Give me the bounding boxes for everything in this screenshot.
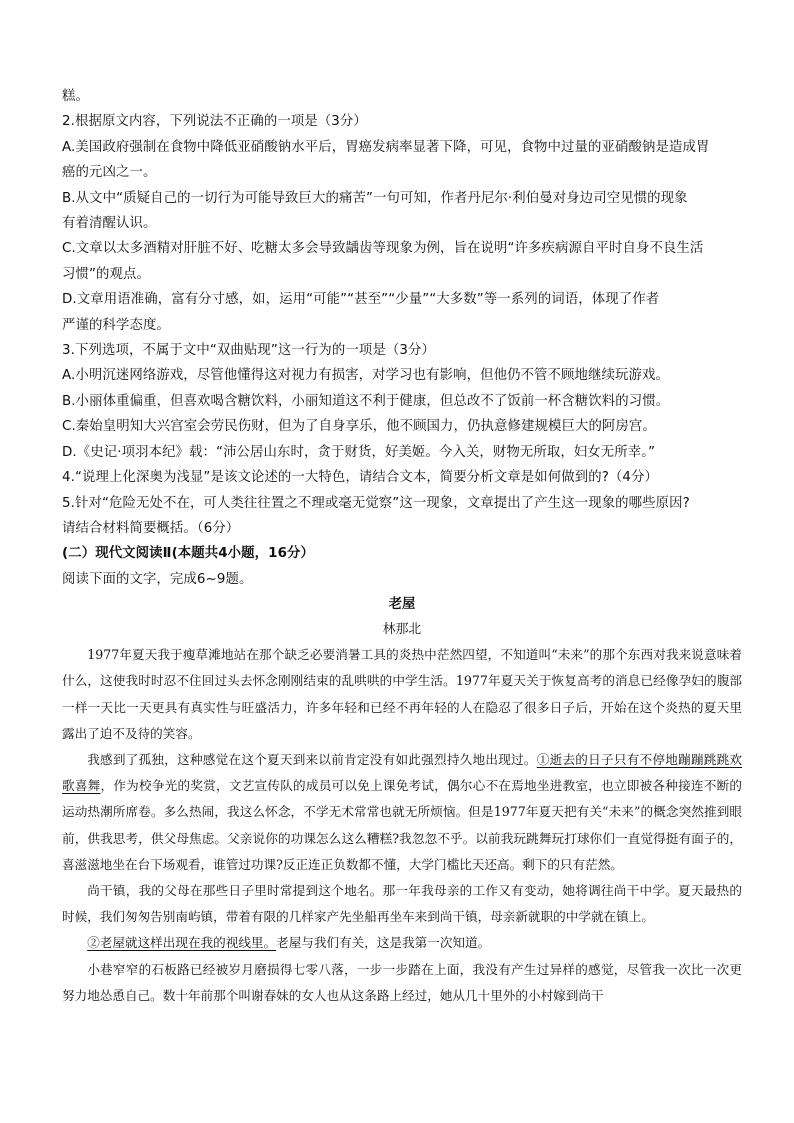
paragraph-text: 老屋与我们有关，这是我第一次知道。: [276, 935, 491, 951]
question-line: D.文章用语准确，富有分寸感，如，运用“可能”“甚至”“少量”“大多数”等一系列的词语，体现了作者: [62, 292, 660, 308]
article-paragraph: 小巷窄窄的石板路已经被岁月磨损得七零八落，一步一步踏在上面，我没有产生过异样的感觉，尽管我一次比一次更努力地怂恿自己。数十年前那个叫谢春妹的女人也从这条路上经过，她从几十里外的小村嫁到尚干: [62, 961, 742, 1003]
underlined-sentence-1: ①逝去的日子只有不停地蹦蹦跳跳欢歌喜舞: [62, 751, 743, 794]
question-line: B.小丽体重偏重，但喜欢喝含糖饮料，小丽知道这不利于健康，但总改不了饭前一杯含糖饮料的习惯。: [62, 393, 670, 409]
article-author: 林那北: [382, 622, 422, 638]
question-line: 4.“说理上化深奥为浅显”是该文论述的一大特色，请结合文本，简要分析文章是如何做到的?（4分）: [62, 470, 658, 486]
question-line: 严谨的科学态度。: [62, 317, 170, 333]
underlined-sentence-2: ②老屋就这样出现在我的视线里。: [87, 935, 277, 951]
article-paragraph: 尚干镇，我的父母在那些日子里时常提到这个地名。那一年我母亲的工作又有变动，她将调往尚干中学。夏天最热的时候，我们匆匆告别南屿镇，带着有限的几样家产先坐船再坐车来到尚干镇，母亲新就职的中学就在镇上。: [62, 882, 742, 925]
question-line: A.美国政府强制在食物中降低亚硝酸钠水平后，胃癌发病率显著下降，可见，食物中过量的亚硝酸钠是造成胃: [62, 139, 710, 155]
article-paragraph: [62, 747, 742, 878]
question-line: 习惯”的观点。: [62, 266, 150, 282]
question-line: 3.下列选项，不属于文中“双曲贴现”这一行为的一项是（3分）: [62, 343, 435, 359]
question-line: C.秦始皇明知大兴宫室会劳民伤财，但为了自身享乐，他不顾国力，仍执意修建规模巨大的阿房宫。: [62, 419, 656, 435]
question-line: 5.针对“危险无处不在，可人类往往置之不理或毫无觉察”这一现象，文章提出了产生这一现象的哪些原因?: [62, 495, 690, 511]
question-line: 请结合材料简要概括。（6分）: [62, 520, 240, 536]
article-paragraph: [62, 930, 742, 956]
question-line: D.《史记·项羽本纪》载：“沛公居山东时，贪于财货，好美姬。今入关，财物无所取，妇女无所幸。”: [62, 444, 656, 460]
paragraph-text: 我感到了孤独，这种感觉在这个夏天到来以前肯定没有如此强烈持久地出现过。: [87, 751, 537, 767]
question-line: 糕。: [62, 89, 89, 104]
question-line: A.小明沉迷网络游戏，尽管他懂得这对视力有损害，对学习也有影响，但他仍不管不顾地继续玩游戏。: [62, 368, 669, 384]
question-line: C.文章以太多酒精对肝脏不好、吃糖太多会导致龋齿等现象为例，旨在说明“许多疾病源自平时自身不良生活: [62, 241, 704, 257]
question-line: B.从文中“质疑自己的一切行为可能导致巨大的痛苦”一句可知，作者丹尼尔·利伯曼对身边司空见惯的现象: [62, 190, 688, 206]
document-page: [62, 84, 742, 1009]
question-line: 2.根据原文内容，下列说法不正确的一项是（3分）: [62, 114, 367, 130]
questions-block: [62, 84, 742, 541]
section-heading: (二）现代文阅读Ⅱ(本题共4小题，16分）: [62, 546, 314, 562]
question-line: 有着清醒认识。: [62, 216, 157, 232]
article-paragraph: 1977年夏天我于瘦草滩地站在那个缺乏必要消暑工具的炎热中茫然四望，不知道叫“未来”的那个东西对我来说意味着什么，这使我时时忍不住回过头去怀念刚刚结束的乱哄哄的中学生活。1977年夏天关于恢复高考的消息已经像孕妇的腹部一样一天比一天更具有真实性与旺盛活力，许多年轻和已经不再年轻的人在隐忍了很多日子后，开始在这个炎热的夏天里露出了迫不及待的笑容。: [62, 647, 742, 741]
article-title: 老屋: [388, 597, 416, 613]
paragraph-text: ，作为校争光的奖赏，文艺宣传队的成员可以免上课免考试，偶尔心不在焉地坐进教室，也立即被各种接连不断的运动热潮所席卷。多么热闹，我这么怀念，不学无术常常也就无所烦恼。但是1977年夏天把有关“未来”的概念突然推到眼前，供我思考，供父母焦虑。父亲说你的功课怎么这么糟糕?我忽忽不乎。以前我玩跳舞玩打球你们一直觉得挺有面子的，喜滋滋地坐在台下场观看，谁管过功课?反正连正负数都不懂，大学门槛比天还高。剩下的只有茫然。: [62, 778, 743, 872]
article-body: [62, 642, 742, 1009]
reading-instruction: 阅读下面的文字，完成6~9题。: [62, 571, 253, 587]
question-line: 癌的元凶之一。: [62, 165, 157, 181]
